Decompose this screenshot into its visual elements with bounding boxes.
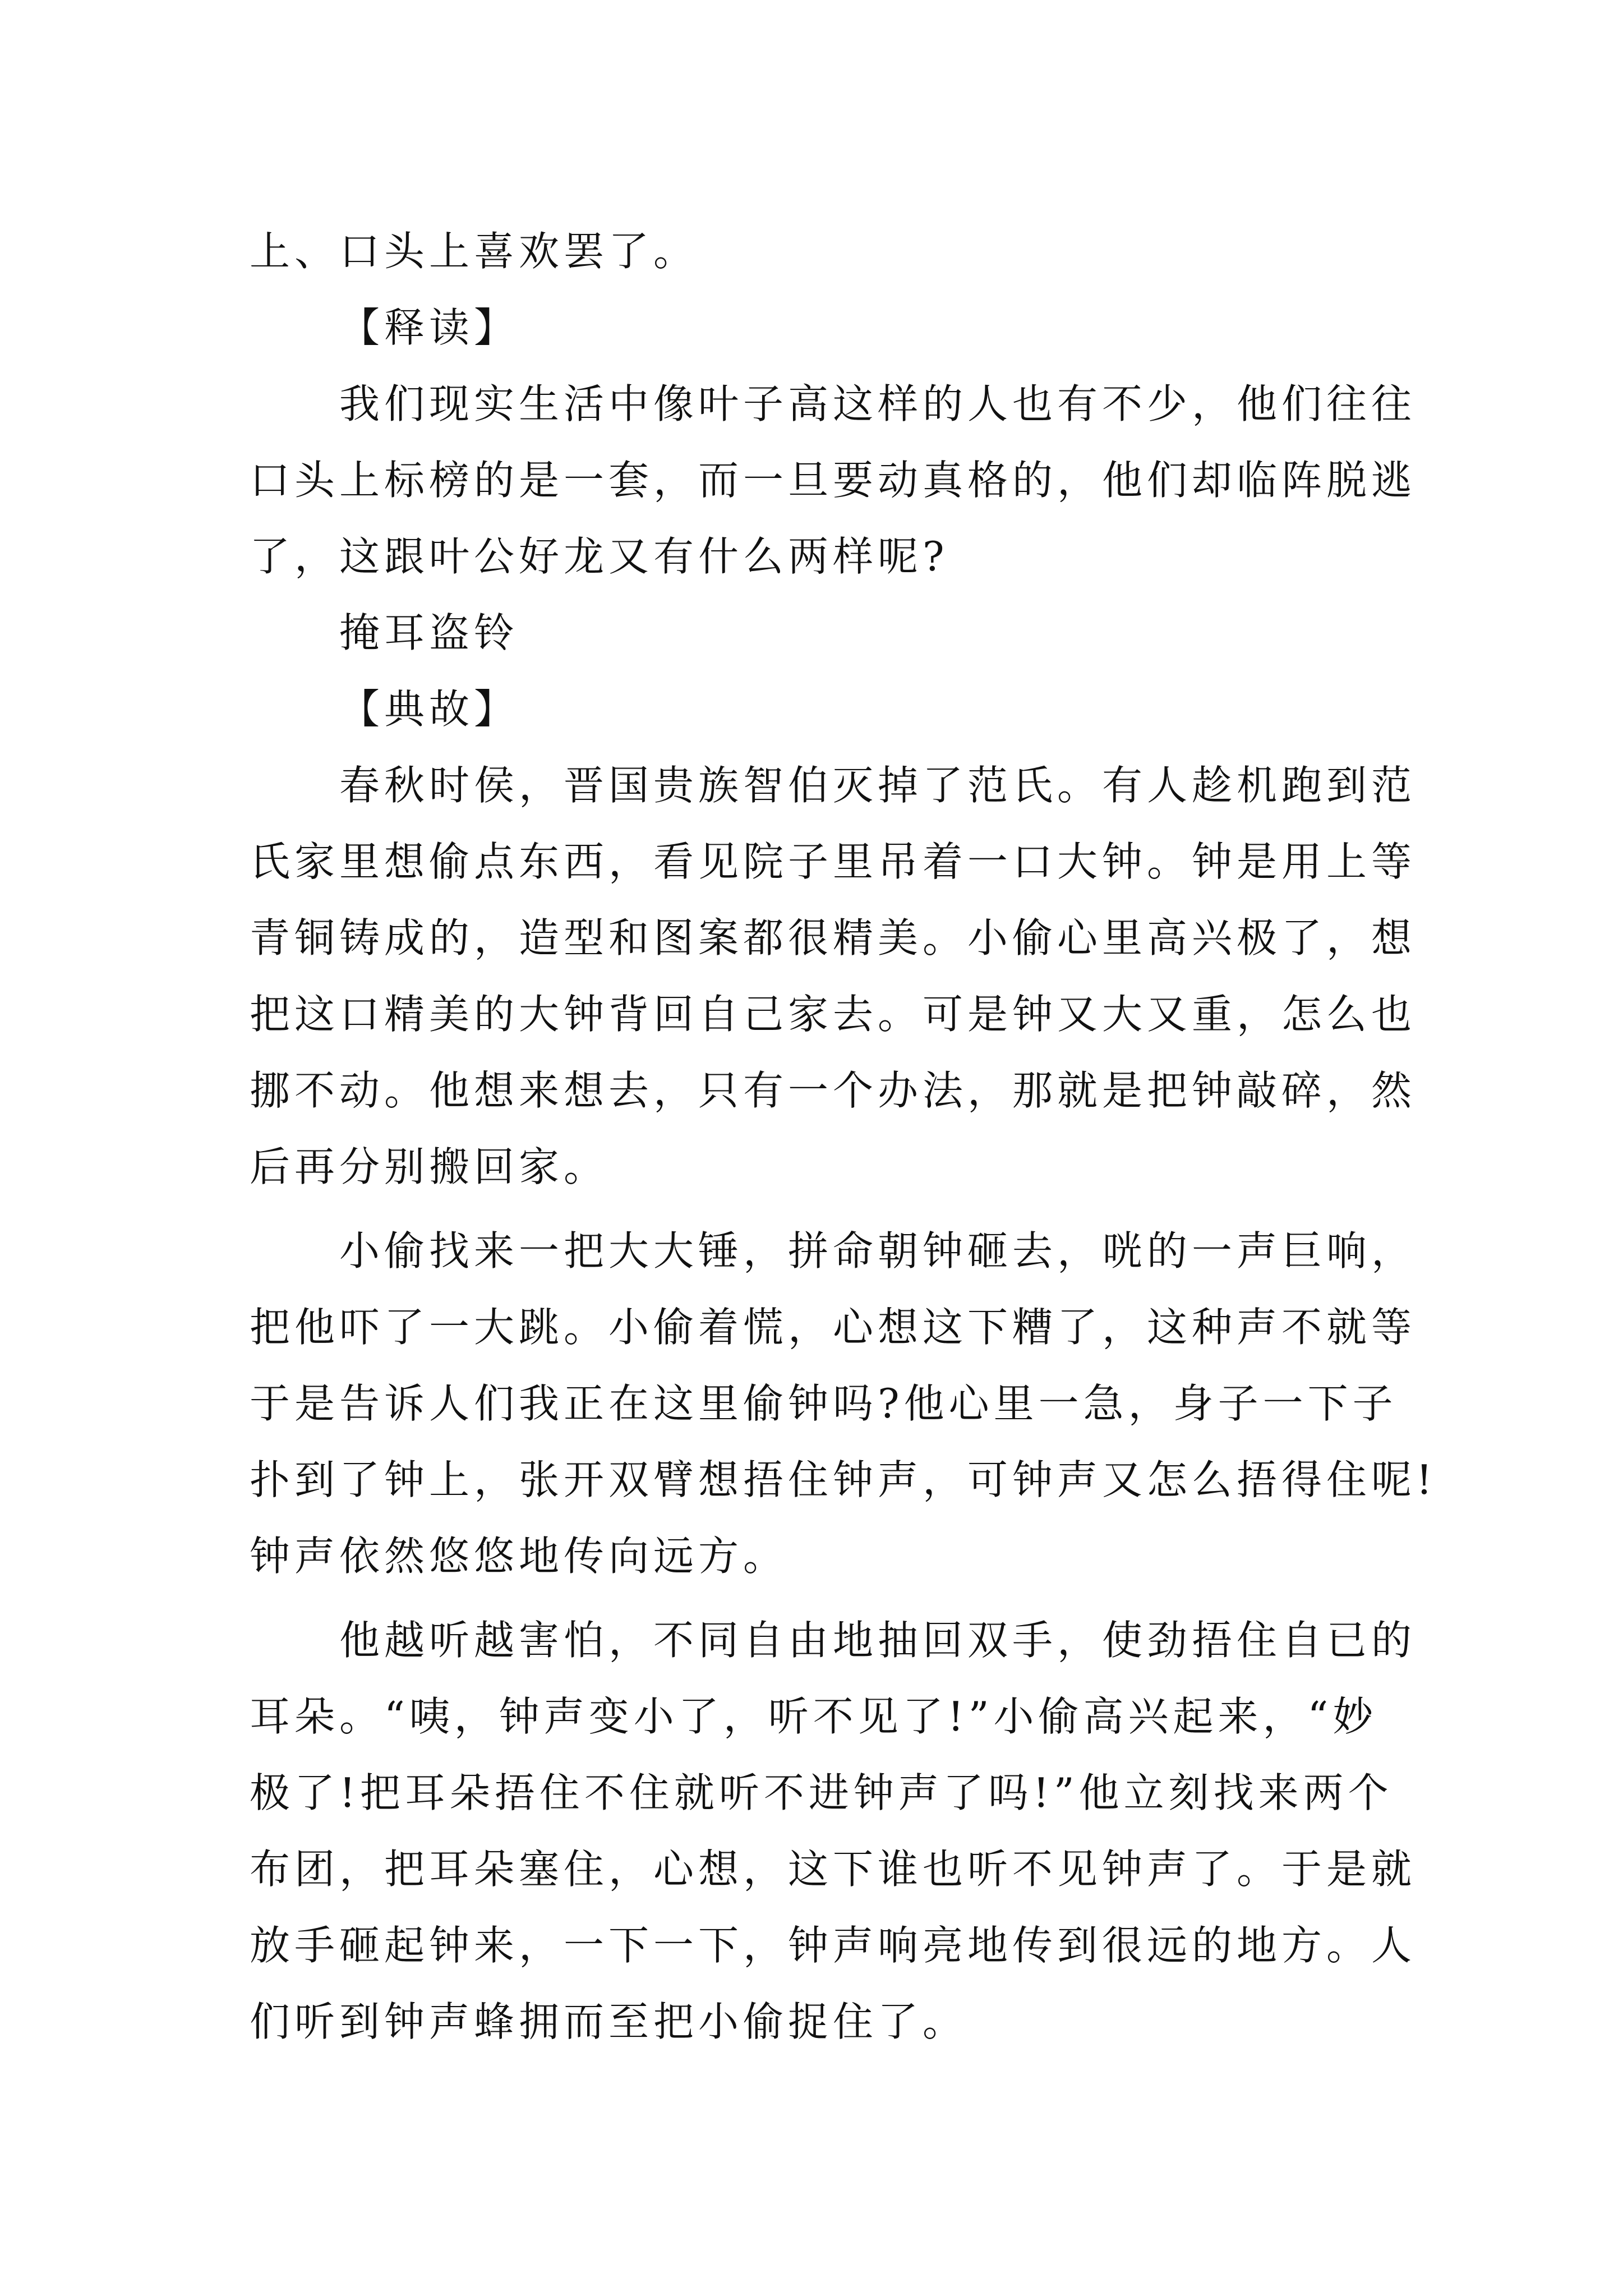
text-line: 放手砸起钟来，一下一下，钟声响亮地传到很远的地方。人 bbox=[250, 1922, 1417, 1969]
text-line: 于是告诉人们我正在这里偷钟吗?他心里一急，身子一下子 bbox=[250, 1380, 1398, 1427]
text-line: 口头上标榜的是一套，而一旦要动真格的，他们却临阵脱逃 bbox=[250, 457, 1417, 504]
text-line: 扑到了钟上，张开双臂想捂住钟声，可钟声又怎么捂得住呢! bbox=[250, 1456, 1437, 1503]
section-heading-allusion: 【典故】 bbox=[339, 685, 519, 733]
text-line: 把他吓了一大跳。小偷着慌，心想这下糟了，这种声不就等 bbox=[250, 1304, 1417, 1351]
text-line: 我们现实生活中像叶子高这样的人也有不少，他们往往 bbox=[339, 380, 1417, 427]
document-body bbox=[250, 213, 1437, 2060]
text-line: 了，这跟叶公好龙又有什么两样呢? bbox=[250, 533, 949, 580]
text-line: 把这口精美的大钟背回自己家去。可是钟又大又重，怎么也 bbox=[250, 991, 1417, 1038]
text-line: 们听到钟声蜂拥而至把小偷捉住了。 bbox=[250, 1998, 968, 2045]
text-line: 他越听越害怕，不同自由地抽回双手，使劲捂住自已的 bbox=[339, 1617, 1417, 1664]
text-line: 布团，把耳朵塞住，心想，这下谁也听不见钟声了。于是就 bbox=[250, 1846, 1417, 1893]
text-line: 钟声依然悠悠地传向远方。 bbox=[250, 1533, 789, 1580]
story-title: 掩耳盗铃 bbox=[339, 609, 519, 656]
text-line: 氏家里想偷点东西，看见院子里吊着一口大钟。钟是用上等 bbox=[250, 838, 1417, 885]
text-line: 耳朵。“咦，钟声变小了，听不见了!”小偷高兴起来，“妙 bbox=[250, 1693, 1378, 1740]
text-line: 后再分别搬回家。 bbox=[250, 1143, 609, 1190]
text-line: 小偷找来一把大大锤，拼命朝钟砸去，咣的一声巨响， bbox=[339, 1227, 1417, 1274]
text-line: 挪不动。他想来想去，只有一个办法，那就是把钟敲碎，然 bbox=[250, 1067, 1417, 1114]
text-line: 极了!把耳朵捂住不住就听不进钟声了吗!”他立刻找来两个 bbox=[250, 1769, 1393, 1816]
text-line: 青铜铸成的，造型和图案都很精美。小偷心里高兴极了，想 bbox=[250, 914, 1417, 961]
section-heading-interpretation: 【释读】 bbox=[339, 304, 519, 351]
text-line: 春秋时侯，晋国贵族智伯灭掉了范氏。有人趁机跑到范 bbox=[339, 762, 1417, 809]
text-line: 上、口头上喜欢罢了。 bbox=[250, 228, 699, 275]
